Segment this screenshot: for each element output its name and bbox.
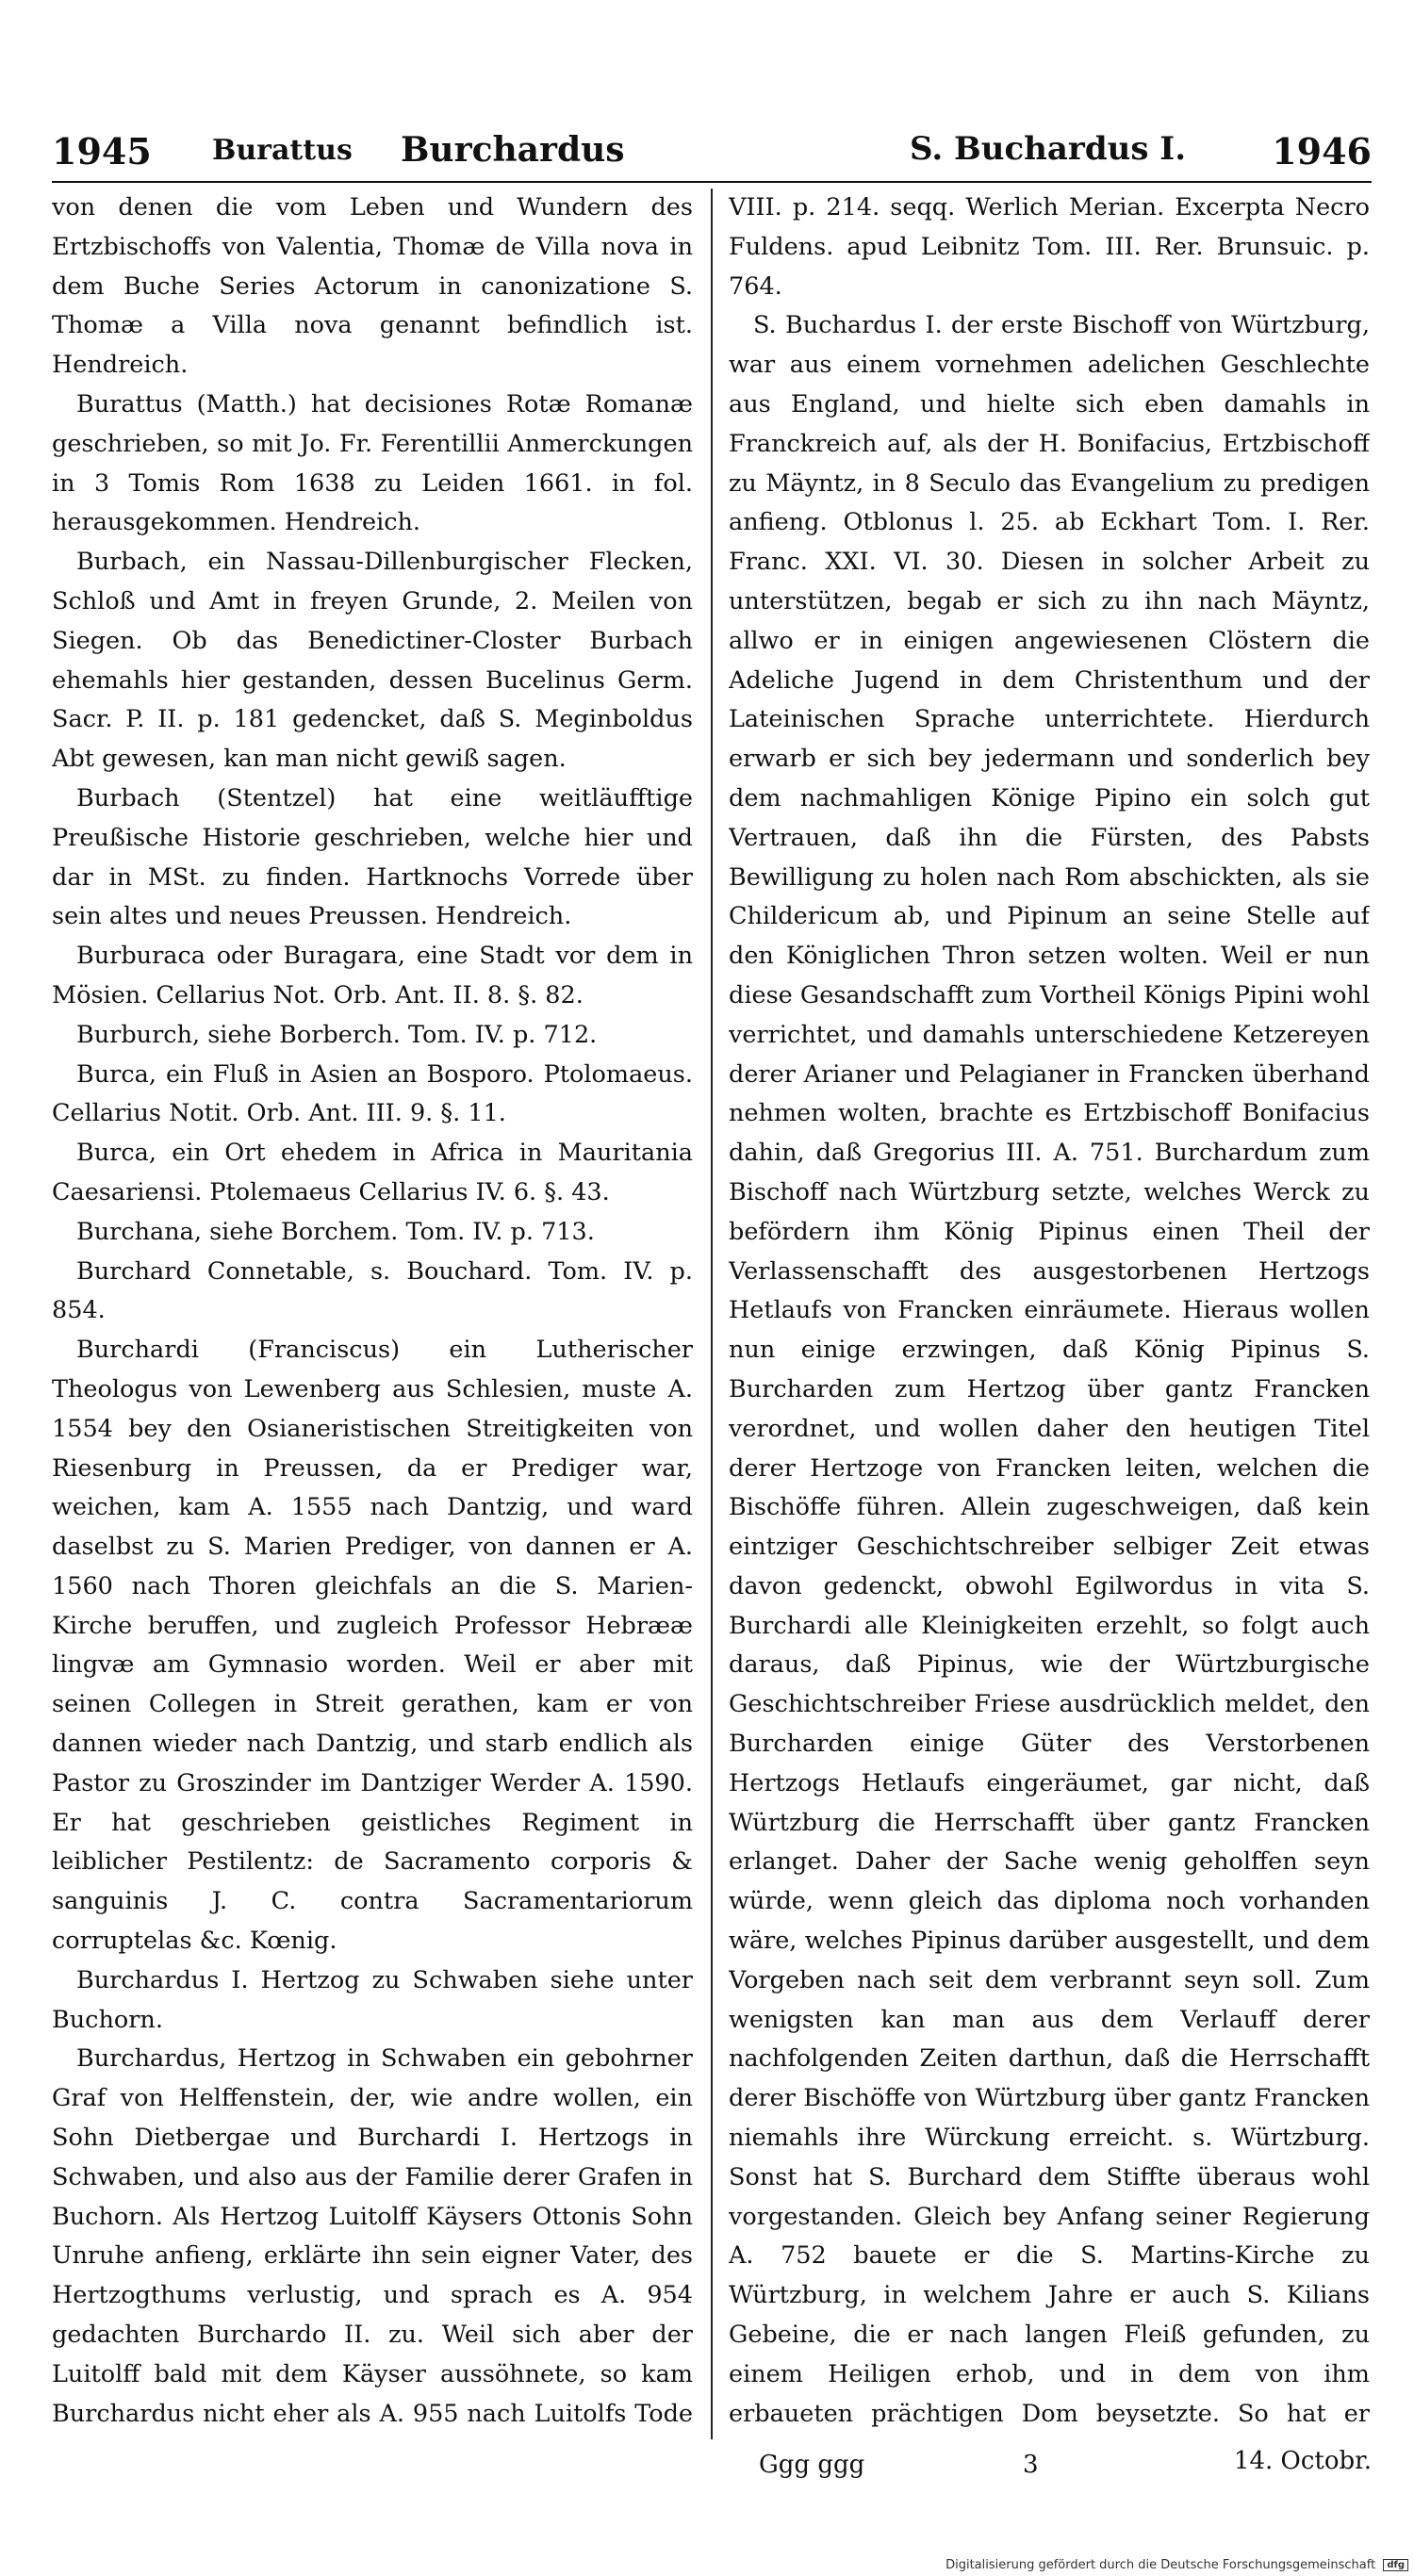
entry-paragraph: Burburch, siehe Borberch. Tom. IV. p. 712. (76, 1020, 598, 1049)
header-keyword-second: Burchardus (401, 130, 625, 170)
entry-paragraph: Burchardi (Franciscus) ein Lutherischer Theologus von Lewenberg aus Schlesien, muste A. 1554 bey den Osianeristischen Streitigkeiten von Riesenburg in Preussen, da er Prediger war, weichen, kam A. 1555 nach Dantzig, und ward daselbst zu S. Marien Prediger, von dannen er A. 1560 nach Thoren gleichfals an die S. Marien-Kirche beruffen, und zugleich Professor Hebrææ lingvæ am Gymnasio worden. Weil er aber mit seinen Collegen in Streit gerathen, kam er von dannen wieder nach Dantzig, und starb endlich als Pastor zu Groszinder im Dantziger Werder A. 1590. Er hat geschrieben geistliches Regiment in leiblicher Pestilentz: de Sacramento corporis & sanguinis J. C. contra Sacramentariorum corruptelas &c. Kœnig. (52, 1336, 693, 1956)
entry-paragraph: Burburaca oder Buragara, eine Stadt vor dem in Mösien. Cellarius Not. Orb. Ant. II. 8. §. 82. (52, 942, 693, 1009)
signature-mark: Ggg ggg (759, 2451, 865, 2479)
dfg-logo-icon: dfg (1383, 2559, 1408, 2571)
page-number-right: 1946 (1272, 130, 1372, 172)
left-column (52, 189, 693, 2439)
header-rule (52, 181, 1372, 183)
digitization-footer (945, 2558, 1408, 2572)
entry-paragraph: von denen die vom Leben und Wundern des Ertzbischoffs von Valentia, Thomæ de Villa nova in dem Buche Series Actorum in canonizatione S. Thomæ a Villa nova genannt befindlich ist. Hendreich. (52, 193, 693, 380)
footer-text: Digitalisierung gefördert durch die Deutsche Forschungsgemeinschaft (945, 2558, 1376, 2572)
entry-paragraph: Burchardus I. Hertzog zu Schwaben siehe unter Buchorn. (52, 1965, 693, 2034)
running-header (52, 123, 1372, 189)
entry-paragraph: Burca, ein Ort ehedem in Africa in Mauritania Caesariensi. Ptolemaeus Cellarius IV. 6. §. 43. (52, 1139, 693, 1206)
page-number-left: 1945 (52, 130, 152, 172)
column-divider (711, 189, 713, 2439)
entry-paragraph: VIII. p. 214. seqq. Werlich Merian. Excerpta Necro Fuldens. apud Leibnitz Tom. III. Rer. Brunsuic. p. 764. (729, 193, 1370, 301)
header-keyword-first: Burattus (212, 134, 353, 167)
header-keyword-third: S. Buchardus I. (910, 130, 1187, 168)
entry-paragraph: Burchana, siehe Borchem. Tom. IV. p. 713. (76, 1217, 595, 1246)
entry-paragraph: Burchardus, Hertzog in Schwaben ein gebohrner Graf von Helffenstein, der, wie andre wollen, ein Sohn Dietbergae und Burchardi I. Hertzogs in Schwaben, und also aus der Familie derer Grafen in Buchorn. Als Hertzog Luitolff Käysers Ottonis Sohn Unruhe anfieng, erklärte ihn sein eigner Vater, des Hertzogthums verlustig, und sprach es A. 954 gedachten Burchardo II. zu. Weil sich aber der Luitolff bald mit dem Käyser aussöhnete, so kam Burchardus nicht eher als A. 955 nach Luitolfs Tode (52, 2044, 693, 2428)
right-column (729, 189, 1370, 2439)
entry-paragraph: Burattus (Matth.) hat decisiones Rotæ Romanæ geschrieben, so mit Jo. Fr. Ferentillii Anmerckungen in 3 Tomis Rom 1638 zu Leiden 1661. in fol. herausgekommen. Hendreich. (52, 389, 693, 537)
signature-number: 3 (1023, 2451, 1039, 2479)
entry-paragraph: Burbach, ein Nassau-Dillenburgischer Flecken, Schloß und Amt in freyen Grunde, 2. Meilen von Siegen. Ob das Benedictiner-Closter Burbach ehemahls hier gestanden, dessen Bucelinus Germ. Sacr. P. II. p. 181 gedencket, daß S. Meginboldus Abt gewesen, kan man nicht gewiß sagen. (52, 548, 693, 774)
entry-paragraph: Burca, ein Fluß in Asien an Bosporo. Ptolomaeus. Cellarius Notit. Orb. Ant. III. 9. §. 11. (52, 1059, 693, 1128)
entry-paragraph: Burbach (Stentzel) hat eine weitläufftige Preußische Historie geschrieben, welche hier und dar in MSt. zu finden. Hartknochs Vorrede über sein altes und neues Preussen. Hendreich. (52, 783, 693, 931)
entry-paragraph: S. Buchardus I. der erste Bischoff von Würtzburg, war aus einem vornehmen adelichen Geschlechte aus England, und hielte sich eben damahls in Franckreich auf, als der H. Bonifacius, Ertzbischoff zu Mäyntz, in 8 Seculo das Evangelium zu predigen anfieng. Otblonus l. 25. ab Eckhart Tom. I. Rer. Franc. XXI. VI. 30. Diesen in solcher Arbeit zu unterstützen, begab er sich zu ihn nach Mäyntz, allwo er in einigen angewiesenen Clöstern die Adeliche Jugend in dem Christenthum und der Lateinischen Sprache unterrichtete. Hierdurch erwarb er sich bey jedermann und sonderlich bey dem nachmahligen Könige Pipino ein solch gut Vertrauen, daß ihn die Fürsten, des Pabsts Bewilligung zu holen nach Rom abschickten, als sie Childericum ab, und Pipinum an seine Stelle auf den Königlichen Thron setzen wolten. Weil er nun diese Gesandschafft zum Vortheil Königs Pipini wohl verrichtet, und damahls unterschiedene Ketzereyen derer Arianer und Pelagianer in Francken überhand nehmen wolten, brachte es Ertzbischoff Bonifacius dahin, daß Gregorius III. A. 751. Burchardum zum Bischoff nach Würtzburg setzte, welches Werck zu befördern ihm König Pipinus einen Theil der Verlassenschafft des ausgestorbenen Hertzogs Hetlaufs von Francken einräumete. Hieraus wollen nun einige erzwingen, daß König Pipinus S. Burcharden zum Hertzog über gantz Francken verordnet, und wollen daher den heutigen Titel derer Hertzoge von Francken leiten, welchen die Bischöffe führen. Allein zugeschweigen, daß kein eintziger Geschichtschreiber selbiger Zeit etwas davon gedenckt, obwohl Egilwordus in vita S. Burchardi alle Kleinigkeiten erzehlt, so folgt auch daraus, daß Pipinus, wie der Würtzburgische Geschichtschreiber Friese ausdrücklich meldet, den Burcharden einige Güter des Verstorbenen Hertzogs Hetlaufs eingeräumet, gar nicht, daß Würtzburg die Herrschafft über gantz Francken erlanget. Daher der Sache wenig geholffen seyn würde, wenn gleich das diploma noch vorhanden wäre, welches Pipinus darüber ausgestellt, und dem Vorgeben nach seit dem verbrannt seyn soll. Zum wenigsten kan man aus dem Verlauff derer nachfolgenden Zeiten darthun, daß die Herrschafft derer Bischöffe von Würtzburg über gantz Francken niemahls ihre Würckung erreicht. s. Würtzburg. Sonst hat S. Burchard dem Stiffte überaus wohl vorgestanden. Gleich bey Anfang seiner Regierung A. 752 bauete er die S. Martins-Kirche zu Würtzburg, in welchem Jahre er auch S. Kilians Gebeine, die er nach langen Fleiß gefunden, zu einem Heiligen erhob, und in dem von ihm erbaueten prächtigen Dom beysetzte. So hat er (729, 311, 1370, 2428)
book-page (52, 123, 1372, 2535)
entry-paragraph: Burchard Connetable, s. Bouchard. Tom. IV. p. 854. (52, 1256, 693, 1325)
catchword: 14. Octobr. (1233, 2447, 1372, 2475)
